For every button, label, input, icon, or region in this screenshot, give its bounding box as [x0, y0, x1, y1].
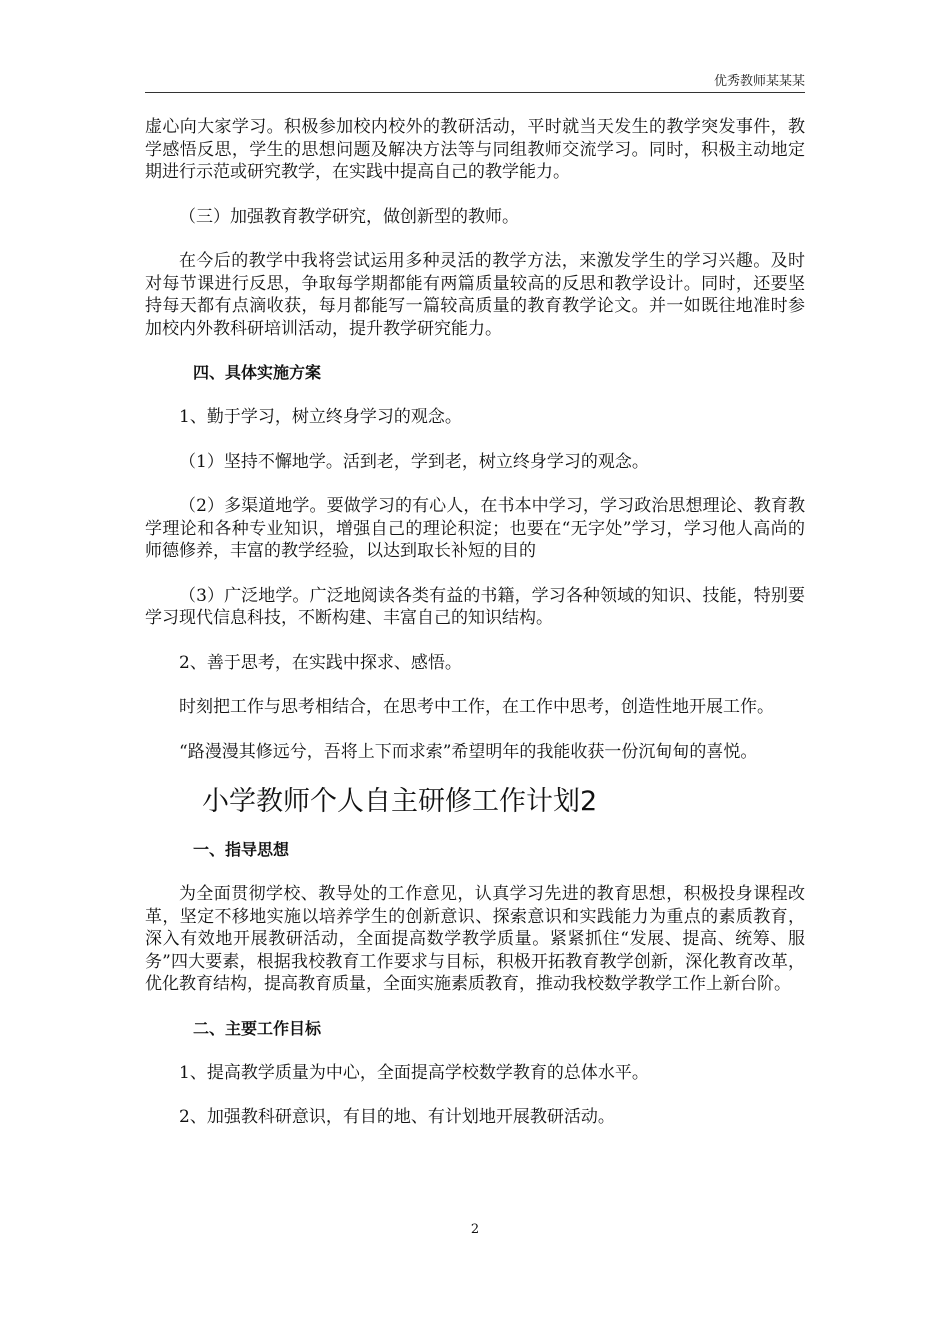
section-heading-implementation: 四、具体实施方案: [193, 363, 322, 382]
page-header-author: 优秀教师某某某: [713, 74, 805, 89]
paragraph-guiding-thought: 为全面贯彻学校、教导处的工作意见，认真学习先进的教育思想，积极投身课程改革，坚定不移地实施以培养学生的创新意识、探索意识和实践能力为重点的素质教育，深入有效地开展教研活动，全面提高数学教学质量。紧紧抓住“发展、提高、统筹、服务”四大要素，根据我校教育工作要求与目标，积极开拓教育教学创新，深化教育改革，优化教育结构，提高教育质量，全面实施素质教育，推动我校数学教学工作上新台阶。: [145, 884, 805, 994]
document-body: [145, 116, 805, 1151]
page-number: 2: [470, 1222, 480, 1237]
paragraph-goal-2: 2、加强教科研意识，有目的地、有计划地开展教研活动。: [179, 1107, 615, 1127]
document-title-plan-2: 小学教师个人自主研修工作计划2: [202, 786, 598, 817]
paragraph-closing-quote: “路漫漫其修远兮，吾将上下而求索”希望明年的我能收获一份沉甸甸的喜悦。: [179, 741, 758, 762]
paragraph-goal-1: 1、提高教学质量为中心，全面提高学校数学教育的总体水平。: [179, 1062, 649, 1083]
section-heading-goals: 二、主要工作目标: [193, 1018, 322, 1038]
section-heading-guiding-thought: 一、指导思想: [193, 840, 290, 859]
paragraph-teaching-methods: 在今后的教学中我将尝试运用多种灵活的教学方法，来激发学生的学习兴趣。及时对每节课进行反思，争取每学期都能有两篇质量较高的反思和教学设计。同时，还要坚持每天都有点滴收获，每月都能写一篇较高质量的教育教学论文。并一如既往地准时参加校内外教科研培训活动，提升教学研究能力。: [145, 251, 805, 339]
paragraph-item-1: 1、勤于学习，树立终身学习的观念。: [179, 407, 462, 427]
paragraph-item-2: 2、善于思考，在实践中探求、感悟。: [179, 652, 462, 673]
paragraph-item-1-2: （2）多渠道地学。要做学习的有心人，在书本中学习，学习政治思想理论、教育教学理论和各种专业知识，增强自己的理论积淀；也要在“无字处”学习，学习他人高尚的师德修养，丰富的教学经验，以达到取长补短的目的: [145, 496, 805, 561]
paragraph-learning-exchange: 虚心向大家学习。积极参加校内校外的教研活动，平时就当天发生的教学突发事件，教学感悟反思，学生的思想问题及解决方法等与同组教师交流学习。同时，积极主动地定期进行示范或研究教学，在实践中提高自己的教学能力。: [145, 117, 805, 182]
paragraph-item-1-3: （3）广泛地学。广泛地阅读各类有益的书籍，学习各种领域的知识、技能，特别要学习现代信息科技，不断构建、丰富自己的知识结构。: [145, 585, 805, 628]
header-divider: [145, 92, 805, 93]
paragraph-research-heading: （三）加强教育教学研究，做创新型的教师。: [179, 206, 519, 227]
paragraph-item-1-1: （1）坚持不懈地学。活到老，学到老，树立终身学习的观念。: [179, 451, 649, 472]
paragraph-thinking: 时刻把工作与思考相结合，在思考中工作，在工作中思考，创造性地开展工作。: [179, 697, 774, 717]
